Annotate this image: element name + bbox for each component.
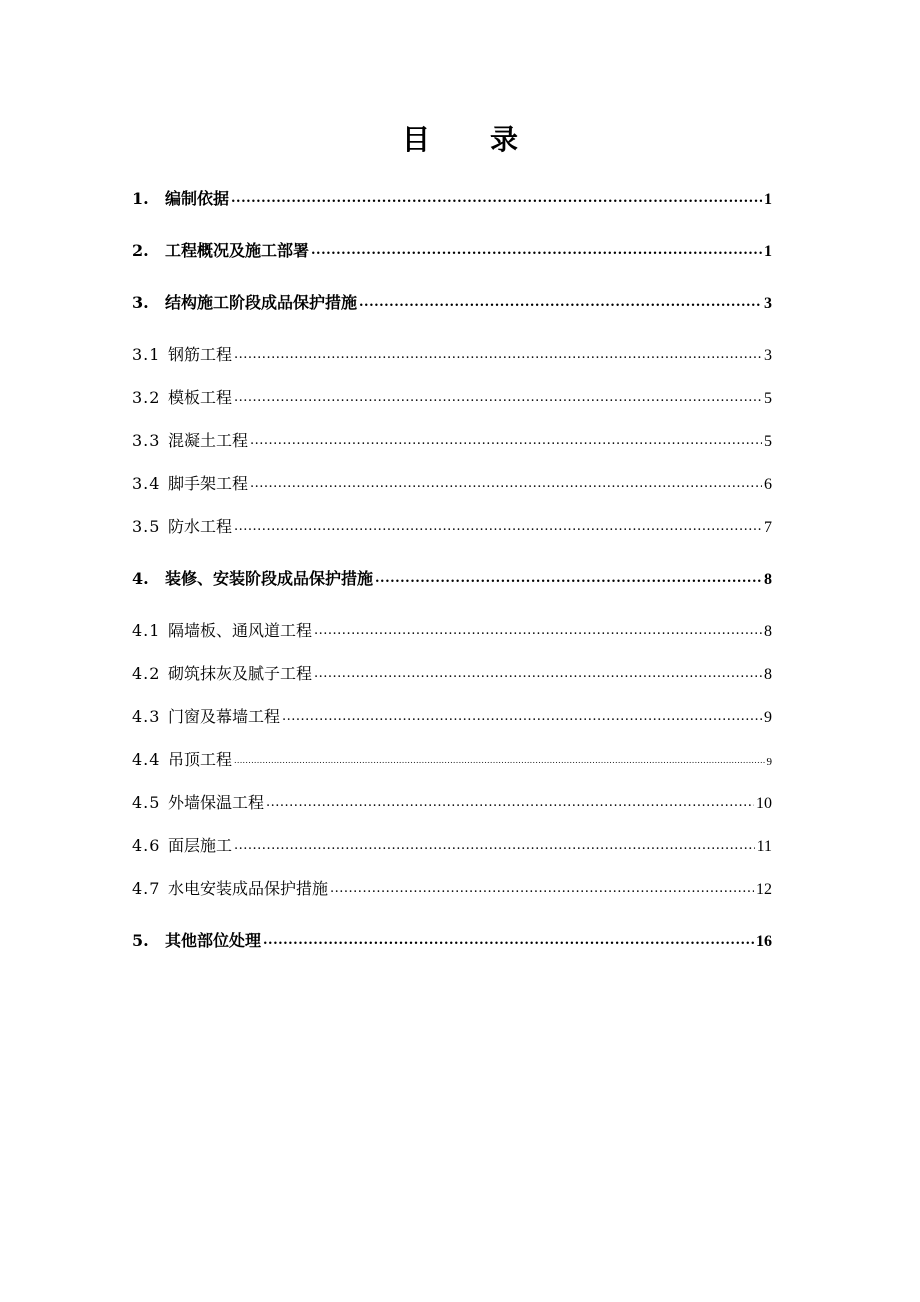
toc-entry-page: 8 [764,666,772,683]
dot-leader [266,792,754,808]
toc-entry-page: 9 [766,756,772,768]
toc-entry-page: 3 [764,295,772,312]
toc-entry-number: 2. [132,241,149,260]
toc-entry-label: 隔墙板、通风道工程 [168,621,313,640]
toc-title [0,118,920,158]
dot-leader [234,344,762,360]
toc-entry-number: 3. [132,293,149,312]
toc-entry-page: 8 [764,623,772,640]
toc-entry-page: 11 [756,838,772,855]
dot-leader [314,663,762,679]
dot-leader [231,188,762,204]
dot-leader [282,706,762,722]
toc-entry-4-1[interactable] [132,618,772,644]
toc-entry-4-5[interactable] [132,790,772,816]
toc-entry-3-2[interactable] [132,385,772,411]
toc-entry-page: 6 [764,476,772,493]
toc-entry-4-7[interactable] [132,876,772,902]
dot-leader [263,930,754,946]
toc-entry-number: 4.7 [132,879,161,898]
toc-entry-label: 模板工程 [168,388,233,407]
dot-leader [359,292,762,308]
dot-leader [375,568,762,584]
toc-entry-label: 其他部位处理 [165,931,262,950]
toc-entry-page: 10 [756,795,772,812]
toc-entry-number: 4.6 [132,836,161,855]
toc-entry-number: 5. [132,931,149,950]
dot-leader [234,835,755,851]
toc-entry-label: 结构施工阶段成品保护措施 [165,293,358,312]
dot-leader [234,387,762,403]
toc-entry-label: 门窗及幕墙工程 [168,707,281,726]
toc-entry-label: 编制依据 [165,189,230,208]
toc-entry-number: 1. [132,189,149,208]
toc-entry-number: 3.3 [132,431,161,450]
toc-entry-page: 1 [764,243,772,260]
toc-entry-page: 1 [764,191,772,208]
toc-entry-number: 3.5 [132,517,161,536]
toc-title-right: 录 [490,123,519,156]
toc-entry-number: 4.4 [132,750,161,769]
toc-entry-page: 7 [764,519,772,536]
toc-entry-number: 3.1 [132,345,161,364]
toc-entry-label: 外墙保温工程 [168,793,265,812]
toc-entry-4-3[interactable] [132,704,772,730]
dot-leader [311,240,762,256]
toc-entry-1[interactable] [132,186,772,212]
toc-entry-label: 脚手架工程 [168,474,249,493]
toc-entry-number: 3.4 [132,474,161,493]
toc-entry-label: 砌筑抹灰及腻子工程 [168,664,313,683]
toc-entry-2[interactable] [132,238,772,264]
toc-entry-page: 5 [764,433,772,450]
dot-leader [314,620,762,636]
toc-entry-number: 4. [132,569,149,588]
toc-entry-3-5[interactable] [132,514,772,540]
dot-leader [234,516,762,532]
dot-leader [250,430,762,446]
toc-entry-page: 16 [756,933,772,950]
toc-entry-4-4[interactable] [132,747,772,773]
toc-entry-page: 9 [764,709,772,726]
dot-leader [330,878,754,894]
toc-entry-3-4[interactable] [132,471,772,497]
toc-entry-5[interactable] [132,928,772,954]
toc-entry-page: 8 [764,571,772,588]
toc-entry-page: 3 [764,347,772,364]
toc-entry-4-6[interactable] [132,833,772,859]
toc-entry-number: 4.1 [132,621,161,640]
toc-entry-3-1[interactable] [132,342,772,368]
toc-entry-label: 吊顶工程 [168,750,233,769]
toc-entry-label: 装修、安装阶段成品保护措施 [165,569,374,588]
toc-entry-page: 12 [756,881,772,898]
toc-entry-3[interactable] [132,290,772,316]
toc-entry-number: 4.2 [132,664,161,683]
toc-entry-3-3[interactable] [132,428,772,454]
toc-entry-4[interactable] [132,566,772,592]
table-of-contents [132,186,772,954]
dot-leader [250,473,762,489]
toc-entry-label: 混凝土工程 [168,431,249,450]
dot-leader [234,749,764,765]
toc-entry-label: 水电安装成品保护措施 [168,879,329,898]
toc-entry-number: 3.2 [132,388,161,407]
toc-entry-label: 工程概况及施工部署 [165,241,310,260]
toc-entry-label: 钢筋工程 [168,345,233,364]
toc-entry-label: 面层施工 [168,836,233,855]
toc-entry-number: 4.3 [132,707,161,726]
toc-entry-4-2[interactable] [132,661,772,687]
toc-entry-number: 4.5 [132,793,161,812]
toc-entry-label: 防水工程 [168,517,233,536]
toc-title-left: 目 [401,123,430,156]
toc-entry-page: 5 [764,390,772,407]
